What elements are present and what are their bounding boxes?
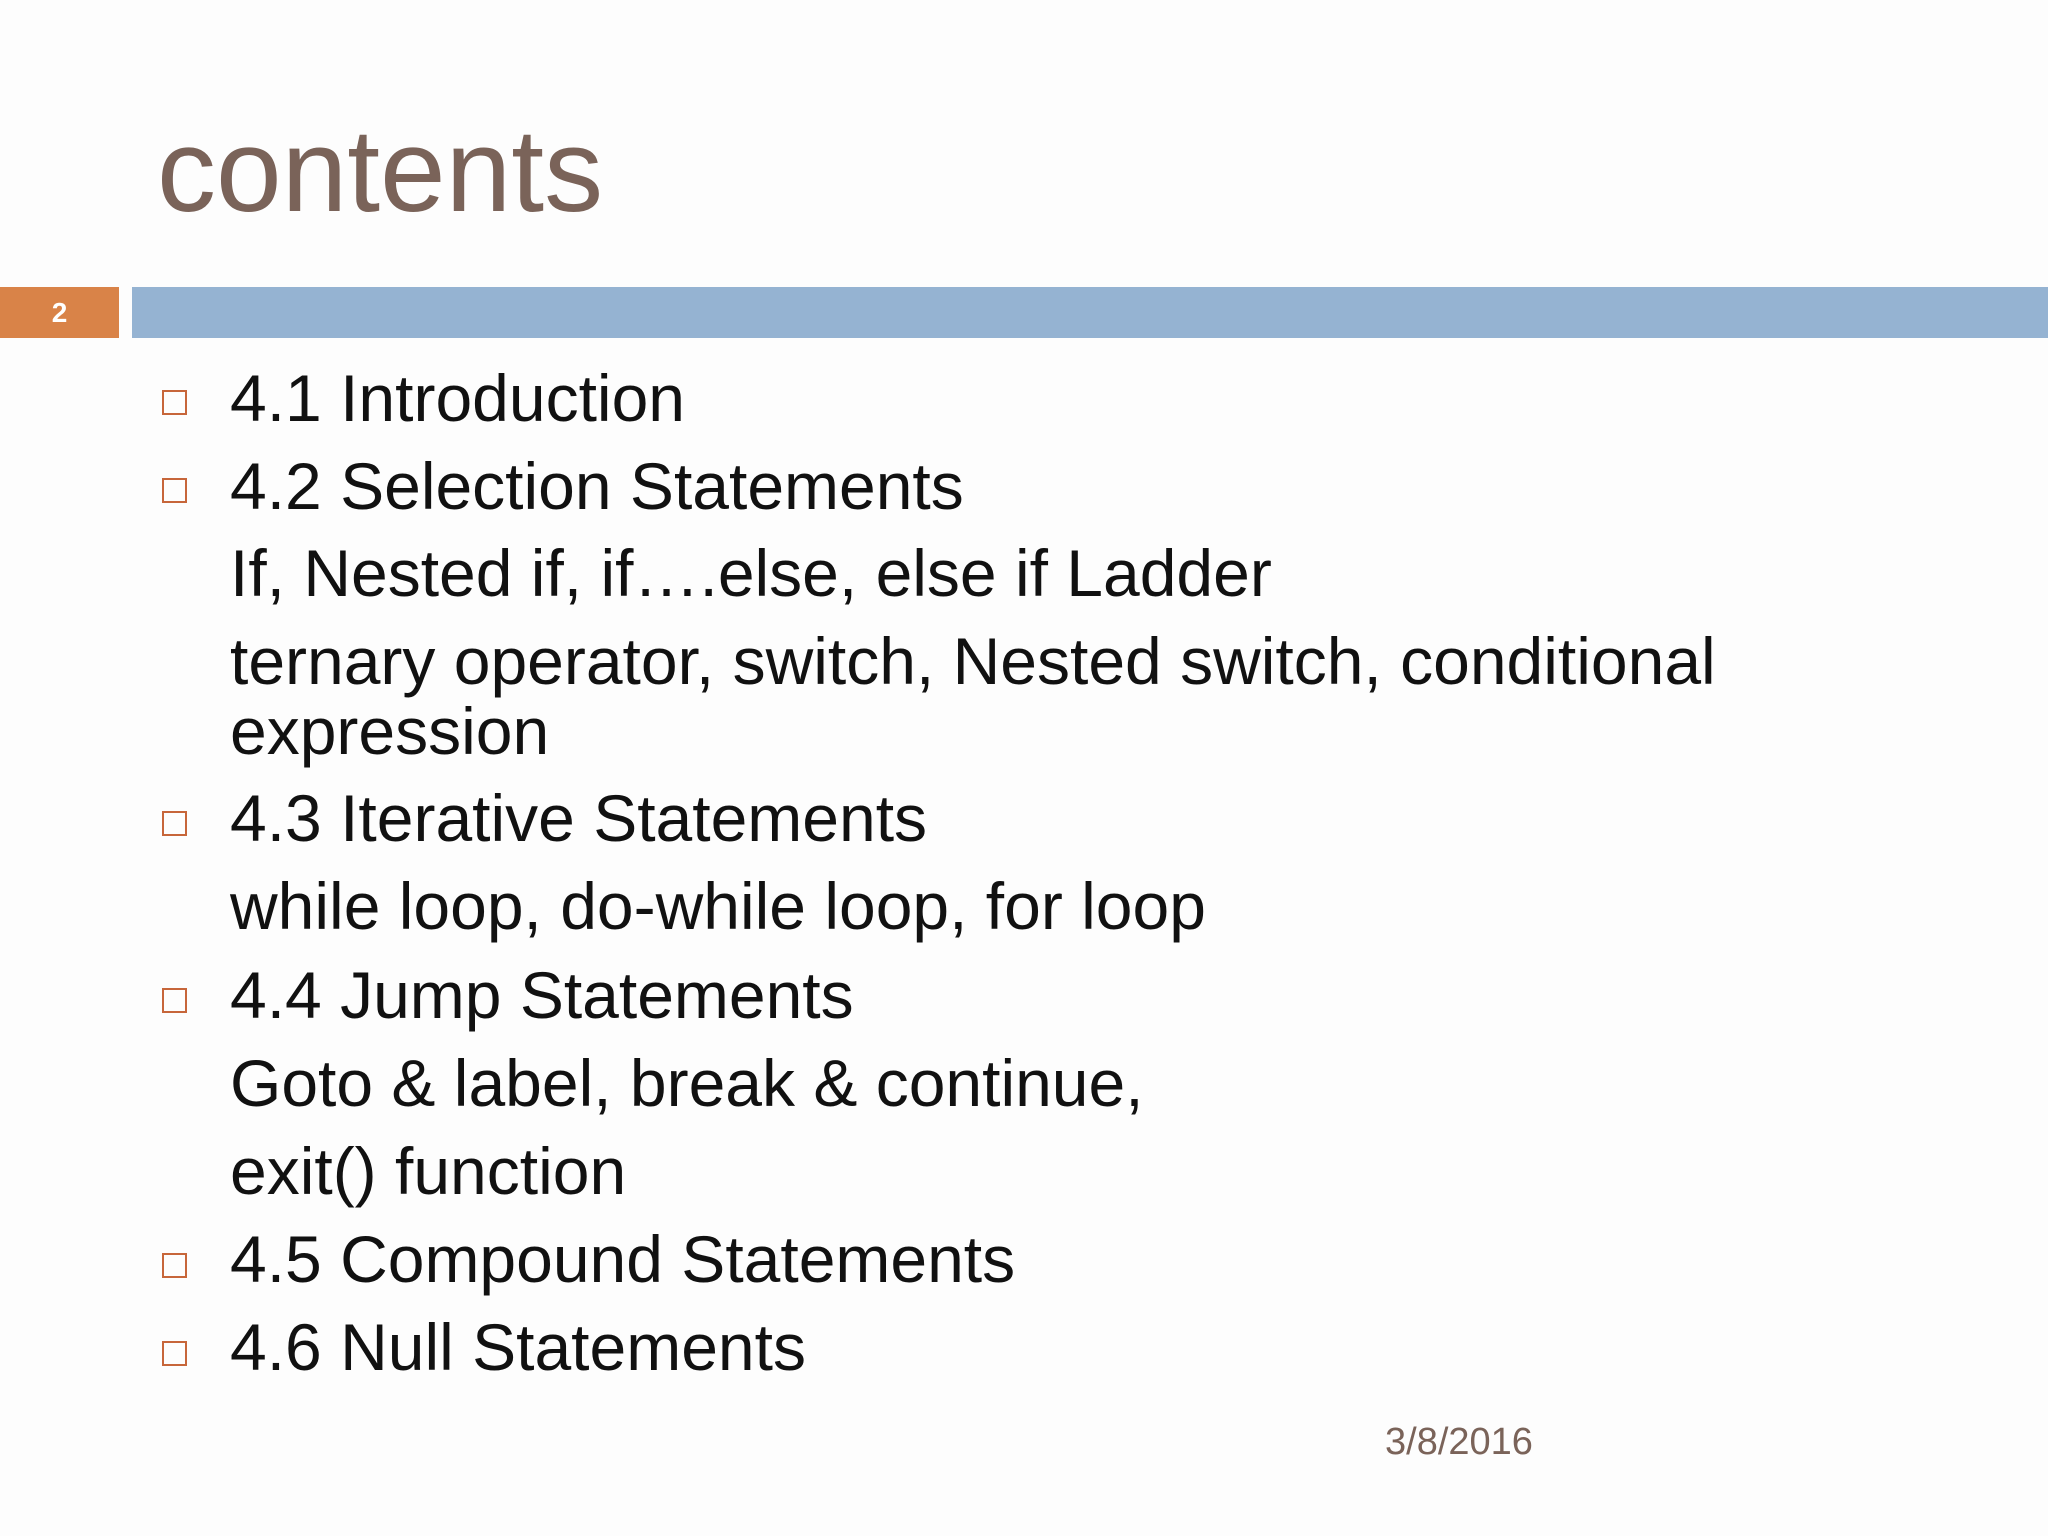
bullet-square-icon bbox=[162, 1253, 187, 1278]
list-subitem: ternary operator, switch, Nested switch, conditional bbox=[230, 624, 1716, 698]
list-item: 4.4 Jump Statements bbox=[230, 958, 854, 1032]
list-subitem: exit() function bbox=[230, 1134, 627, 1208]
list-subitem: expression bbox=[230, 694, 550, 768]
page-number: 2 bbox=[51, 297, 68, 328]
slide-date: 3/8/2016 bbox=[1385, 1421, 1533, 1463]
list-subitem: If, Nested if, if….else, else if Ladder bbox=[230, 536, 1272, 610]
list-subitem: Goto & label, break & continue, bbox=[230, 1046, 1144, 1120]
list-item: 4.5 Compound Statements bbox=[230, 1222, 1016, 1296]
title-divider-bar bbox=[132, 287, 2048, 338]
bullet-square-icon bbox=[162, 390, 187, 415]
list-item: 4.3 Iterative Statements bbox=[230, 781, 928, 855]
list-item: 4.1 Introduction bbox=[230, 361, 685, 435]
bullet-square-icon bbox=[162, 988, 187, 1013]
bullet-square-icon bbox=[162, 478, 187, 503]
list-subitem: while loop, do-while loop, for loop bbox=[230, 869, 1206, 943]
slide-title: contents bbox=[157, 105, 604, 237]
bullet-square-icon bbox=[162, 811, 187, 836]
bullet-square-icon bbox=[162, 1341, 187, 1366]
list-item: 4.2 Selection Statements bbox=[230, 449, 964, 523]
list-item: 4.6 Null Statements bbox=[230, 1310, 806, 1384]
